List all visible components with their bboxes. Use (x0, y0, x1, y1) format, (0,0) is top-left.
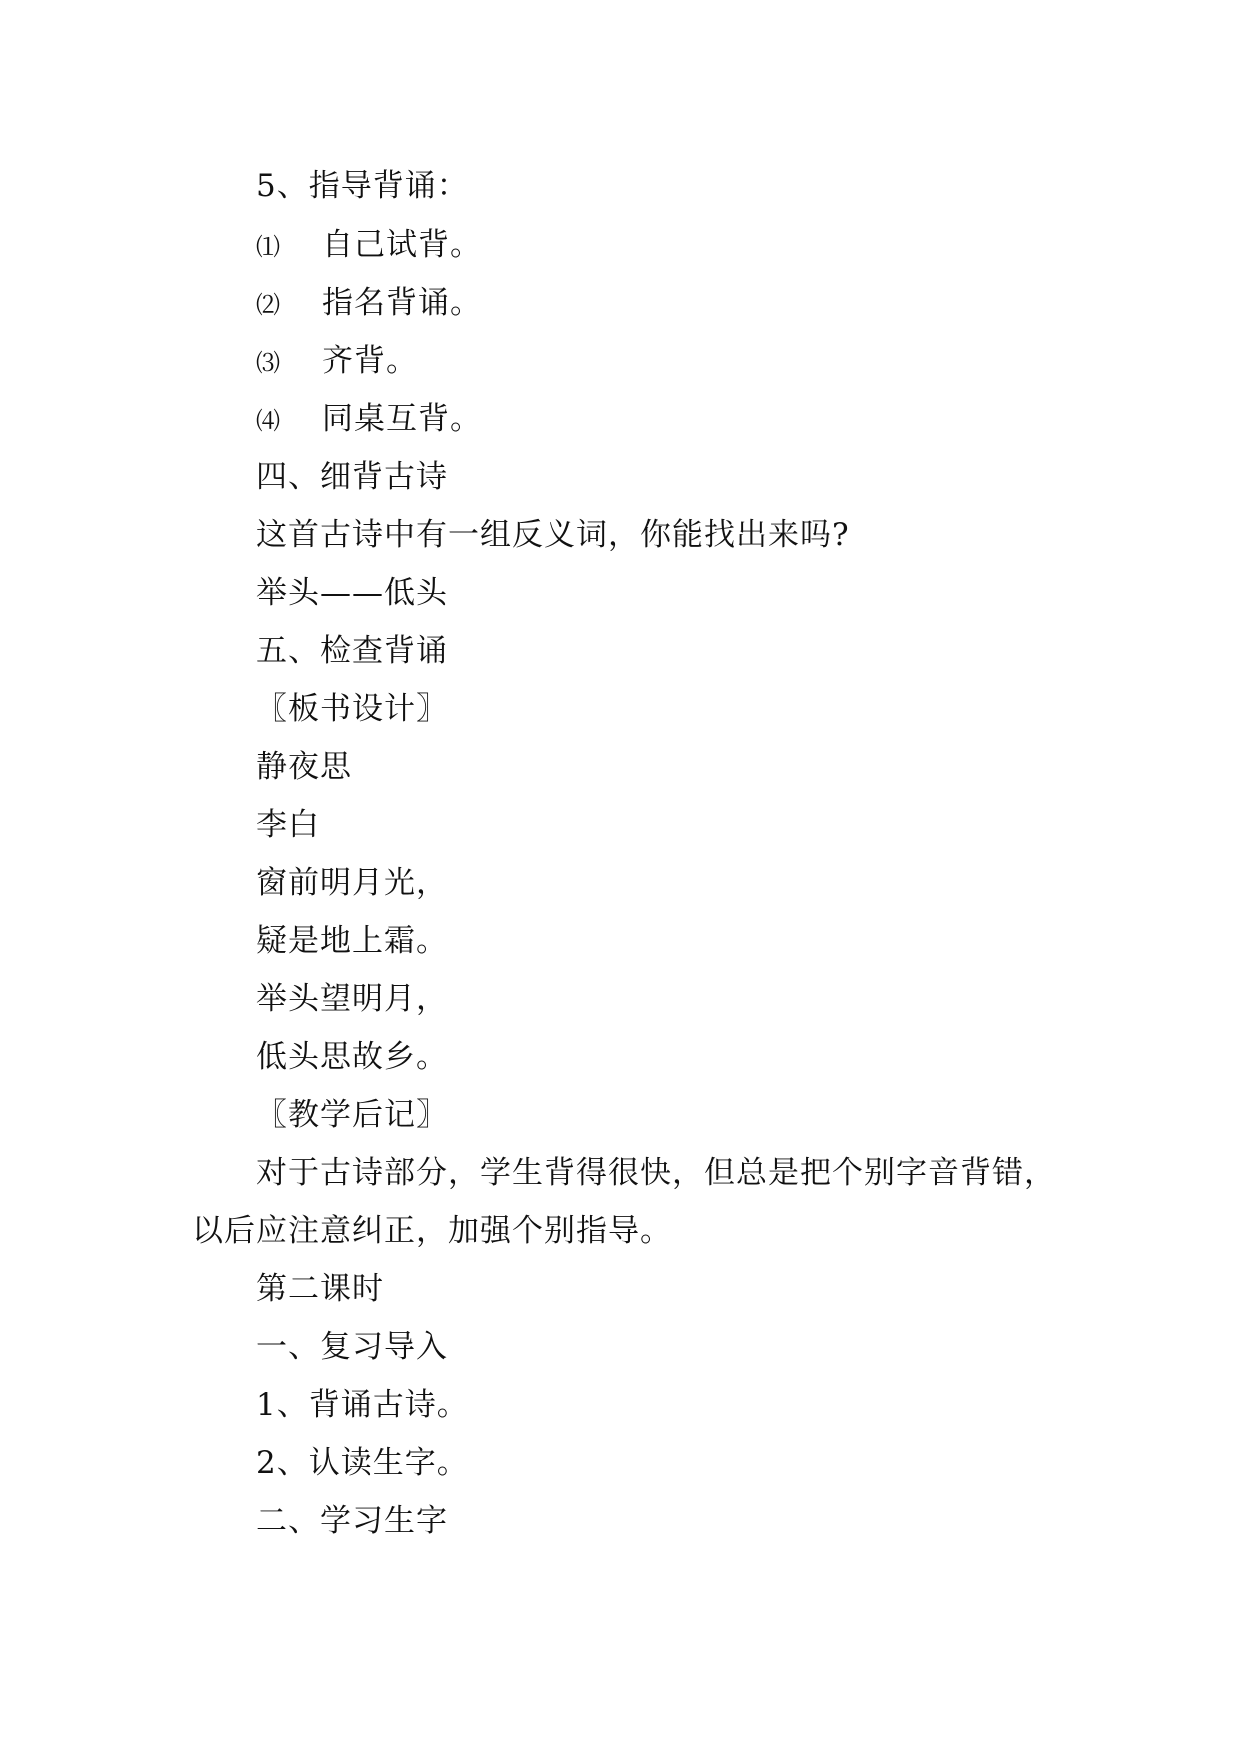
section-four-heading: 四、细背古诗 (256, 459, 448, 495)
recite-step-1 (256, 225, 482, 267)
teaching-notes-line-2: 以后应注意纠正，加强个别指导。 (192, 1213, 672, 1249)
review-item-2: 2、认读生字。 (256, 1445, 469, 1481)
board-design-heading: 〖板书设计〗 (256, 691, 448, 727)
list-item-text: 自己试背。 (322, 227, 482, 263)
poem-author: 李白 (256, 807, 320, 843)
recite-step-4 (256, 399, 482, 441)
review-item-1: 1、背诵古诗。 (256, 1387, 469, 1423)
recite-step-2 (256, 283, 482, 325)
list-item-text: 同桌互背。 (322, 401, 482, 437)
list-marker: ⑷ (256, 407, 281, 435)
learn-characters-heading: 二、学习生字 (256, 1503, 448, 1539)
step-5-heading: 5、指导背诵： (256, 168, 469, 204)
question-text: 这首古诗中有一组反义词，你能找出来吗? (256, 517, 850, 553)
poem-line-4: 低头思故乡。 (256, 1039, 448, 1075)
recite-step-3 (256, 341, 418, 383)
teaching-notes-heading: 〖教学后记〗 (256, 1097, 448, 1133)
poem-title: 静夜思 (256, 749, 352, 785)
poem-line-2: 疑是地上霜。 (256, 923, 448, 959)
poem-line-3: 举头望明月， (256, 981, 448, 1017)
section-five-heading: 五、检查背诵 (256, 633, 448, 669)
list-marker: ⑶ (256, 349, 281, 377)
review-heading: 一、复习导入 (256, 1329, 448, 1365)
list-item-text: 齐背。 (322, 343, 418, 379)
list-item-text: 指名背诵。 (322, 285, 482, 321)
list-marker: ⑵ (256, 291, 281, 319)
antonym-pair: 举头——低头 (256, 575, 448, 611)
list-marker: ⑴ (256, 233, 281, 261)
teaching-notes-line-1: 对于古诗部分，学生背得很快，但总是把个别字音背错， (256, 1155, 1056, 1191)
second-lesson-heading: 第二课时 (256, 1271, 384, 1307)
poem-line-1: 窗前明月光， (256, 865, 448, 901)
